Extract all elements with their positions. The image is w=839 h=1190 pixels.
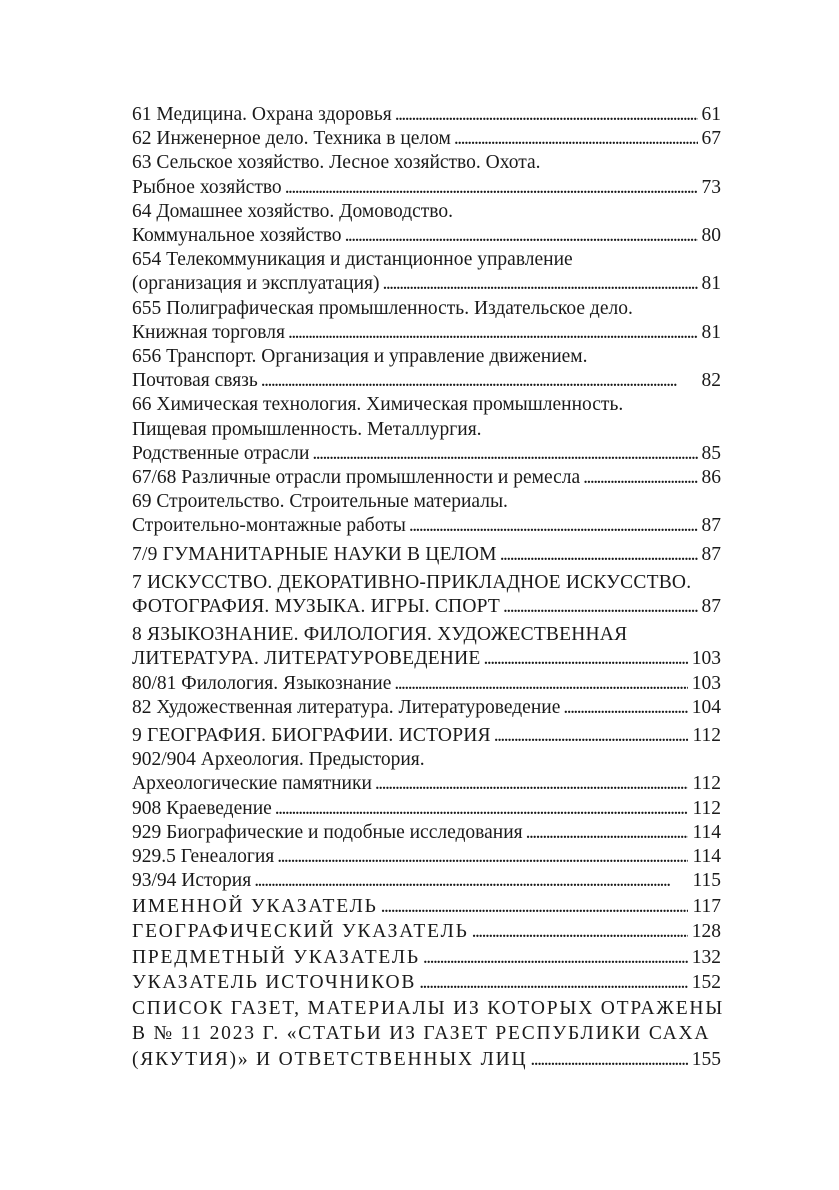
- toc-page-number: 80: [701, 225, 721, 247]
- toc-entry-69: [132, 490, 721, 538]
- toc-entry-title: (организация и эксплуатация): [132, 273, 380, 295]
- toc-entry-908: [132, 797, 721, 821]
- toc-entry-title: 929.5 Генеалогия: [132, 846, 275, 868]
- toc-entry-title: ГЕОГРАФИЧЕСКИЙ УКАЗАТЕЛЬ: [132, 921, 469, 942]
- dot-leader: [500, 543, 698, 567]
- toc-page-number: 85: [701, 442, 721, 464]
- toc-index-names: [132, 894, 721, 920]
- toc-index-sources: [132, 970, 721, 996]
- table-of-contents: [132, 103, 725, 1072]
- toc-page-number: 114: [692, 821, 721, 843]
- toc-entry-line: 63 Сельское хозяйство. Лесное хозяйство. Охота.: [132, 152, 541, 174]
- dot-leader: [530, 1047, 687, 1073]
- toc-entry-title: ПРЕДМЕТНЫЙ УКАЗАТЕЛЬ: [132, 946, 420, 968]
- toc-page-number: 112: [692, 725, 721, 747]
- dot-leader: [484, 647, 688, 671]
- dot-leader: [494, 724, 689, 748]
- toc-entry-title: Почтовая связь: [132, 370, 258, 392]
- toc-entry-title: 61 Медицина. Охрана здоровья: [132, 104, 392, 125]
- toc-entry-title: 67/68 Различные отрасли промышленности и ремесла: [132, 467, 581, 489]
- dot-leader: [375, 772, 689, 796]
- toc-entry-902-904: [132, 748, 721, 796]
- dot-leader: [285, 176, 698, 200]
- toc-entry-line: 7 ИСКУССТВО. ДЕКОРАТИВНО-ПРИКЛАДНОЕ ИСКУССТВО.: [132, 571, 692, 593]
- dot-leader: [526, 821, 689, 845]
- toc-entry-title: 7/9 ГУМАНИТАРНЫЕ НАУКИ В ЦЕЛОМ: [132, 543, 497, 565]
- toc-page-number: 114: [692, 846, 721, 868]
- toc-entry-title: Родственные отрасли: [132, 442, 310, 464]
- toc-entry-title: Книжная торговля: [132, 321, 285, 343]
- dot-leader: [423, 945, 688, 971]
- toc-section-7-9: [132, 543, 721, 567]
- toc-page-number: 61: [701, 104, 721, 125]
- toc-entry-title: (ЯКУТИЯ)» И ОТВЕТСТВЕННЫХ ЛИЦ: [132, 1048, 528, 1070]
- toc-entry-title: Рыбное хозяйство: [132, 176, 282, 198]
- toc-page-number: 128: [691, 921, 721, 942]
- toc-newspaper-list: [132, 996, 725, 1073]
- toc-page-number: 112: [692, 797, 721, 819]
- toc-entry-title: 9 ГЕОГРАФИЯ. БИОГРАФИИ. ИСТОРИЯ: [132, 725, 491, 747]
- toc-entry-line: 902/904 Археология. Предыстория.: [132, 749, 425, 771]
- toc-entry-929-5: [132, 845, 721, 869]
- toc-section-7: [132, 571, 721, 619]
- dot-leader: [563, 696, 687, 720]
- toc-entry-title: 929 Биографические и подобные исследования: [132, 821, 523, 843]
- dot-leader: [381, 894, 689, 920]
- toc-page-number: 103: [691, 672, 721, 694]
- toc-entry-title: ИМЕННОЙ УКАЗАТЕЛЬ: [132, 895, 378, 917]
- dot-leader: [419, 970, 688, 996]
- dot-leader: [394, 672, 687, 696]
- toc-index-subject: [132, 945, 721, 971]
- dot-leader: [312, 442, 697, 466]
- toc-index-geographic: [132, 919, 721, 945]
- toc-page-number: 152: [691, 972, 721, 993]
- toc-entry-line: 69 Строительство. Строительные материалы.: [132, 491, 508, 513]
- dot-leader: [409, 514, 698, 538]
- toc-entry-title: Археологические памятники: [132, 773, 372, 795]
- toc-entry-67-68: [132, 466, 721, 490]
- toc-entry-82: [132, 696, 721, 720]
- toc-entry-656: [132, 345, 721, 393]
- dot-leader: [382, 272, 697, 296]
- toc-page-number: 117: [692, 895, 721, 917]
- toc-entry-title: 82 Художественная литература. Литературоведение: [132, 696, 561, 718]
- dot-leader: [277, 845, 688, 869]
- toc-page-number: 112: [692, 773, 721, 795]
- toc-entry-title: 62 Инженерное дело. Техника в целом: [132, 128, 451, 150]
- toc-page-number: 73: [701, 176, 721, 198]
- dot-leader: [288, 321, 698, 345]
- toc-entry-line: Пищевая промышленность. Металлургия.: [132, 418, 482, 440]
- toc-section-8: [132, 623, 721, 671]
- toc-page-number: 132: [691, 946, 721, 968]
- toc-entry-62: [132, 127, 721, 151]
- toc-entry-title: Коммунальное хозяйство: [132, 225, 342, 247]
- toc-page-number: 87: [701, 515, 721, 537]
- dot-leader: [454, 127, 698, 151]
- toc-entry-line: 656 Транспорт. Организация и управление движением.: [132, 346, 588, 368]
- toc-entry-64: [132, 200, 721, 248]
- toc-page-number: 67: [701, 128, 721, 150]
- toc-page-number: 155: [691, 1048, 721, 1070]
- toc-section-9: [132, 724, 721, 748]
- toc-entry-655: [132, 297, 721, 345]
- toc-page-number: 81: [701, 273, 721, 295]
- toc-entry-line: В № 11 2023 Г. «СТАТЬИ ИЗ ГАЗЕТ РЕСПУБЛИКИ САХА: [132, 1023, 711, 1044]
- dot-leader: [254, 869, 688, 893]
- toc-entry-line: СПИСОК ГАЗЕТ, МАТЕРИАЛЫ ИЗ КОТОРЫХ ОТРАЖЕНЫ: [132, 997, 725, 1019]
- toc-page-number: 115: [692, 870, 721, 892]
- toc-entry-63: [132, 151, 721, 199]
- toc-entry-654: [132, 248, 721, 296]
- toc-entry-title: УКАЗАТЕЛЬ ИСТОЧНИКОВ: [132, 972, 417, 993]
- toc-entry-title: Строительно-монтажные работы: [132, 515, 406, 537]
- toc-entry-title: ФОТОГРАФИЯ. МУЗЫКА. ИГРЫ. СПОРТ: [132, 596, 501, 618]
- toc-entry-line: 8 ЯЗЫКОЗНАНИЕ. ФИЛОЛОГИЯ. ХУДОЖЕСТВЕННАЯ: [132, 624, 628, 646]
- dot-leader: [345, 224, 698, 248]
- toc-page-number: 104: [691, 696, 721, 718]
- toc-page-number: 87: [701, 596, 721, 618]
- toc-page-number: 86: [701, 467, 721, 489]
- toc-entry-title: ЛИТЕРАТУРА. ЛИТЕРАТУРОВЕДЕНИЕ: [132, 648, 481, 670]
- toc-entry-61: [132, 103, 721, 127]
- dot-leader: [472, 919, 688, 945]
- dot-leader: [583, 466, 697, 490]
- toc-page-number: 103: [691, 648, 721, 670]
- dot-leader: [275, 797, 689, 821]
- toc-entry-66: [132, 393, 721, 466]
- dot-leader: [503, 595, 697, 619]
- toc-entry-93-94: [132, 869, 721, 893]
- toc-entry-title: 93/94 История: [132, 870, 252, 892]
- toc-entry-line: 654 Телекоммуникация и дистанционное управление: [132, 249, 573, 271]
- toc-entry-title: 908 Краеведение: [132, 797, 272, 819]
- toc-page-number: 81: [701, 321, 721, 343]
- toc-entry-line: 64 Домашнее хозяйство. Домоводство.: [132, 200, 453, 222]
- toc-entry-80-81: [132, 672, 721, 696]
- toc-entry-line: 655 Полиграфическая промышленность. Издательское дело.: [132, 297, 633, 319]
- toc-entry-929: [132, 821, 721, 845]
- toc-page-number: 82: [701, 370, 721, 392]
- toc-entry-line: 66 Химическая технология. Химическая промышленность.: [132, 394, 624, 416]
- toc-page-number: 87: [701, 543, 721, 565]
- toc-entry-title: 80/81 Филология. Языкознание: [132, 672, 392, 694]
- dot-leader: [261, 369, 698, 393]
- dot-leader: [395, 103, 698, 127]
